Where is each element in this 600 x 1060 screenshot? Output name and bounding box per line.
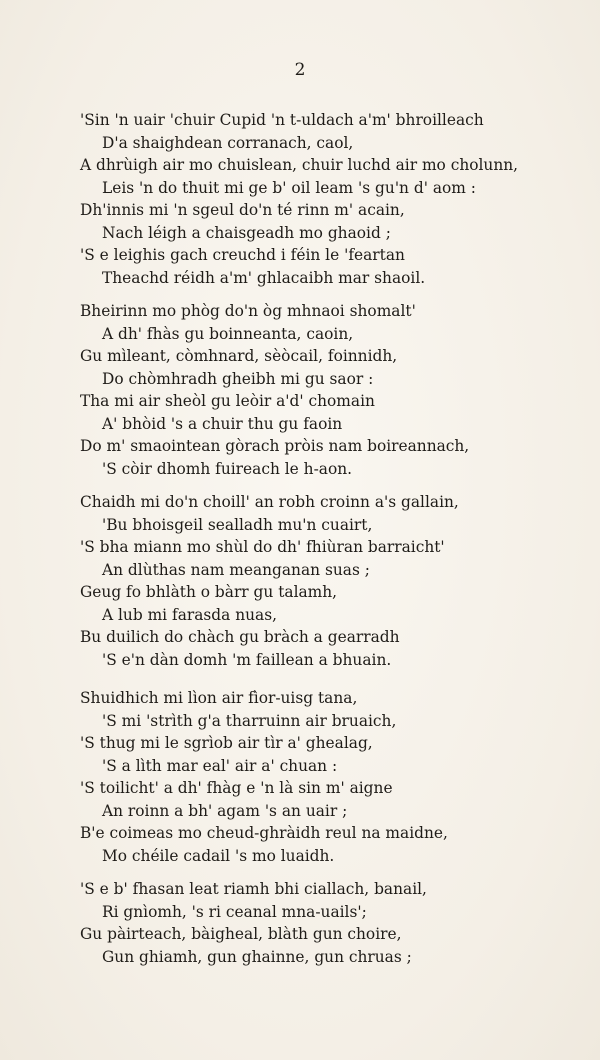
- verse-line: 'S mi 'strìth g'a tharruinn air bruaich,: [102, 711, 397, 730]
- verse-line: Do chòmhradh gheibh mi gu saor :: [102, 369, 374, 388]
- verse-line: 'S e leighis gach creuchd i féin le 'feartan: [80, 246, 405, 264]
- verse-line: Shuidhich mi lìon air fìor-uisg tana,: [80, 689, 358, 707]
- verse-line: An dlùthas nam meanganan suas ;: [102, 560, 370, 579]
- verse-line: 'Sin 'n uair 'chuir Cupid 'n t-uldach a'm' bhroilleach: [80, 111, 484, 129]
- verse-line: 'S thug mi le sgrìob air tìr a' ghealag,: [80, 734, 373, 752]
- verse-line: Bheirinn mo phòg do'n òg mhnaoi shomalt': [80, 302, 416, 320]
- verse-line: Gu pàirteach, bàigheal, blàth gun choire,: [80, 925, 402, 943]
- verse-line: B'e coimeas mo cheud-ghràidh reul na maidne,: [80, 824, 448, 842]
- verse-line: Nach léigh a chaisgeadh mo ghaoid ;: [102, 223, 391, 242]
- verse-line: A lub mi farasda nuas,: [102, 605, 278, 624]
- verse-line: Gu mìleant, còmhnard, sèòcail, foinnidh,: [80, 347, 398, 365]
- verse-line: Geug fo bhlàth o bàrr gu talamh,: [80, 583, 338, 601]
- verse-line: A dhrùigh air mo chuislean, chuir luchd air mo cholunn,: [80, 156, 519, 174]
- verse-line: D'a shaighdean corranach, caol,: [102, 133, 354, 152]
- verse-line: Ri gnìomh, 's ri ceanal mna-uails';: [102, 902, 367, 921]
- verse-line: 'Bu bhoisgeil sealladh mu'n cuairt,: [102, 515, 373, 534]
- verse-line: A' bhòid 's a chuir thu gu faoin: [102, 414, 343, 433]
- verse-line: 'S còir dhomh fuireach le h-aon.: [102, 459, 353, 478]
- verse-line: Chaidh mi do'n choill' an robh croinn a's gallain,: [80, 493, 459, 511]
- verse-line: Do m' smaointean gòrach pròis nam boireannach,: [80, 437, 470, 455]
- verse-line: 'S e b' fhasan leat riamh bhi ciallach, banail,: [80, 880, 427, 898]
- verse-line: Theachd réidh a'm' ghlacaibh mar shaoil.: [102, 268, 426, 287]
- verse-line: A dh' fhàs gu boinneanta, caoin,: [102, 324, 354, 343]
- verse-line: Gun ghiamh, gun ghainne, gun chruas ;: [102, 947, 412, 966]
- verse-line: Tha mi air sheòl gu leòir a'd' chomain: [80, 392, 375, 410]
- verse-line: 'S e'n dàn domh 'm faillean a bhuain.: [102, 650, 392, 669]
- verse-line: 'S bha miann mo shùl do dh' fhiùran barraicht': [80, 538, 445, 556]
- verse-line: 'S a lìth mar eal' air a' chuan :: [102, 756, 338, 775]
- verse-line: An roinn a bh' agam 's an uair ;: [102, 801, 348, 820]
- verse-line: Mo chéile cadail 's mo luaidh.: [102, 846, 335, 865]
- page-number: 2: [294, 60, 306, 80]
- verse-line: 'S toilicht' a dh' fhàg e 'n là sin m' aigne: [80, 779, 393, 797]
- verse-line: Dh'innis mi 'n sgeul do'n té rinn m' acain,: [80, 201, 405, 219]
- verse-line: Bu duilich do chàch gu bràch a gearradh: [80, 628, 400, 646]
- verse-line: Leis 'n do thuit mi ge b' oil leam 's gu'n d' aom :: [102, 178, 476, 197]
